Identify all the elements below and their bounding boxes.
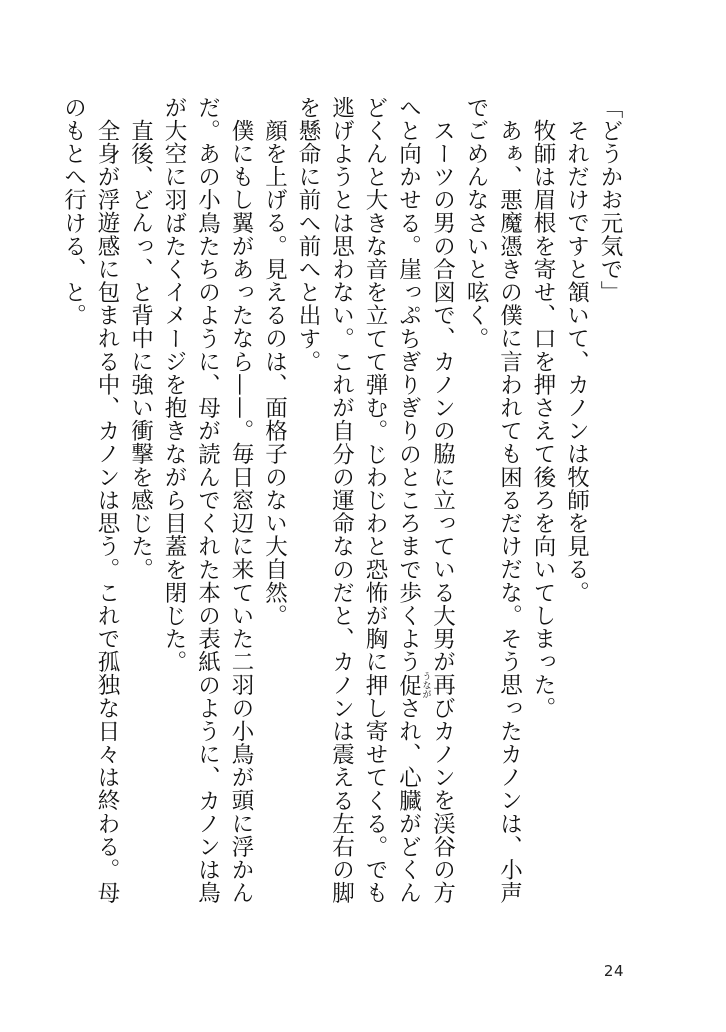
page-number: 24 bbox=[603, 962, 624, 980]
paragraph-text-before-ruby: スーツの男の合図で、カノンの脇に立っている大男が再びカノンを渓谷の方へと向かせる。崖っぷちぎりぎりのところまで歩くよう bbox=[395, 96, 456, 904]
paragraph: あぁ、悪魔憑きの僕に言われても困るだけだな。そう思ったカノンは、小声でごめんなさいと呟く。 bbox=[463, 96, 523, 904]
paragraph-text-after-ruby: され、心臓がどくんどくんと大きな音を立てて弾む。じわじわと恐怖が胸に押し寄せてくる。でも逃げようとは思わない。これが自分の運命なのだと、カノンは震える左右の脚を懸命に前へ前へと出す。 bbox=[295, 96, 422, 905]
paragraph: 直後、どんっ、と背中に強い衝撃を感じた。 bbox=[127, 118, 154, 581]
vertical-text-body bbox=[56, 96, 626, 916]
ruby-word bbox=[395, 671, 431, 699]
paragraph: 顔を上げる。見えるのは、面格子のない大自然。 bbox=[261, 118, 288, 627]
paragraph: 「どうかお元気で」 bbox=[597, 96, 623, 304]
paragraph: 僕にもし翼があったなら——。毎日窓辺に来ていた二羽の小鳥が頭に浮かんだ。あの小鳥たちのように、母が読んでくれた本の表紙のように、カノンは鳥が大空に羽ばたくイメージを抱きながら目蓋を閉じた。 bbox=[161, 96, 254, 905]
paragraph: 全身が浮遊感に包まれる中、カノンは思う。これで孤独な日々は終わる。母のもとへ行ける、と。 bbox=[60, 96, 120, 904]
ruby-reading: うなが bbox=[420, 671, 431, 699]
paragraph: 牧師は眉根を寄せ、口を押さえて後ろを向いてしまった。 bbox=[530, 118, 556, 720]
paragraph: それだけですと頷いて、カノンは牧師を見る。 bbox=[563, 118, 590, 604]
paragraph-with-ruby bbox=[291, 96, 459, 916]
ruby-base: 促 bbox=[395, 671, 422, 699]
